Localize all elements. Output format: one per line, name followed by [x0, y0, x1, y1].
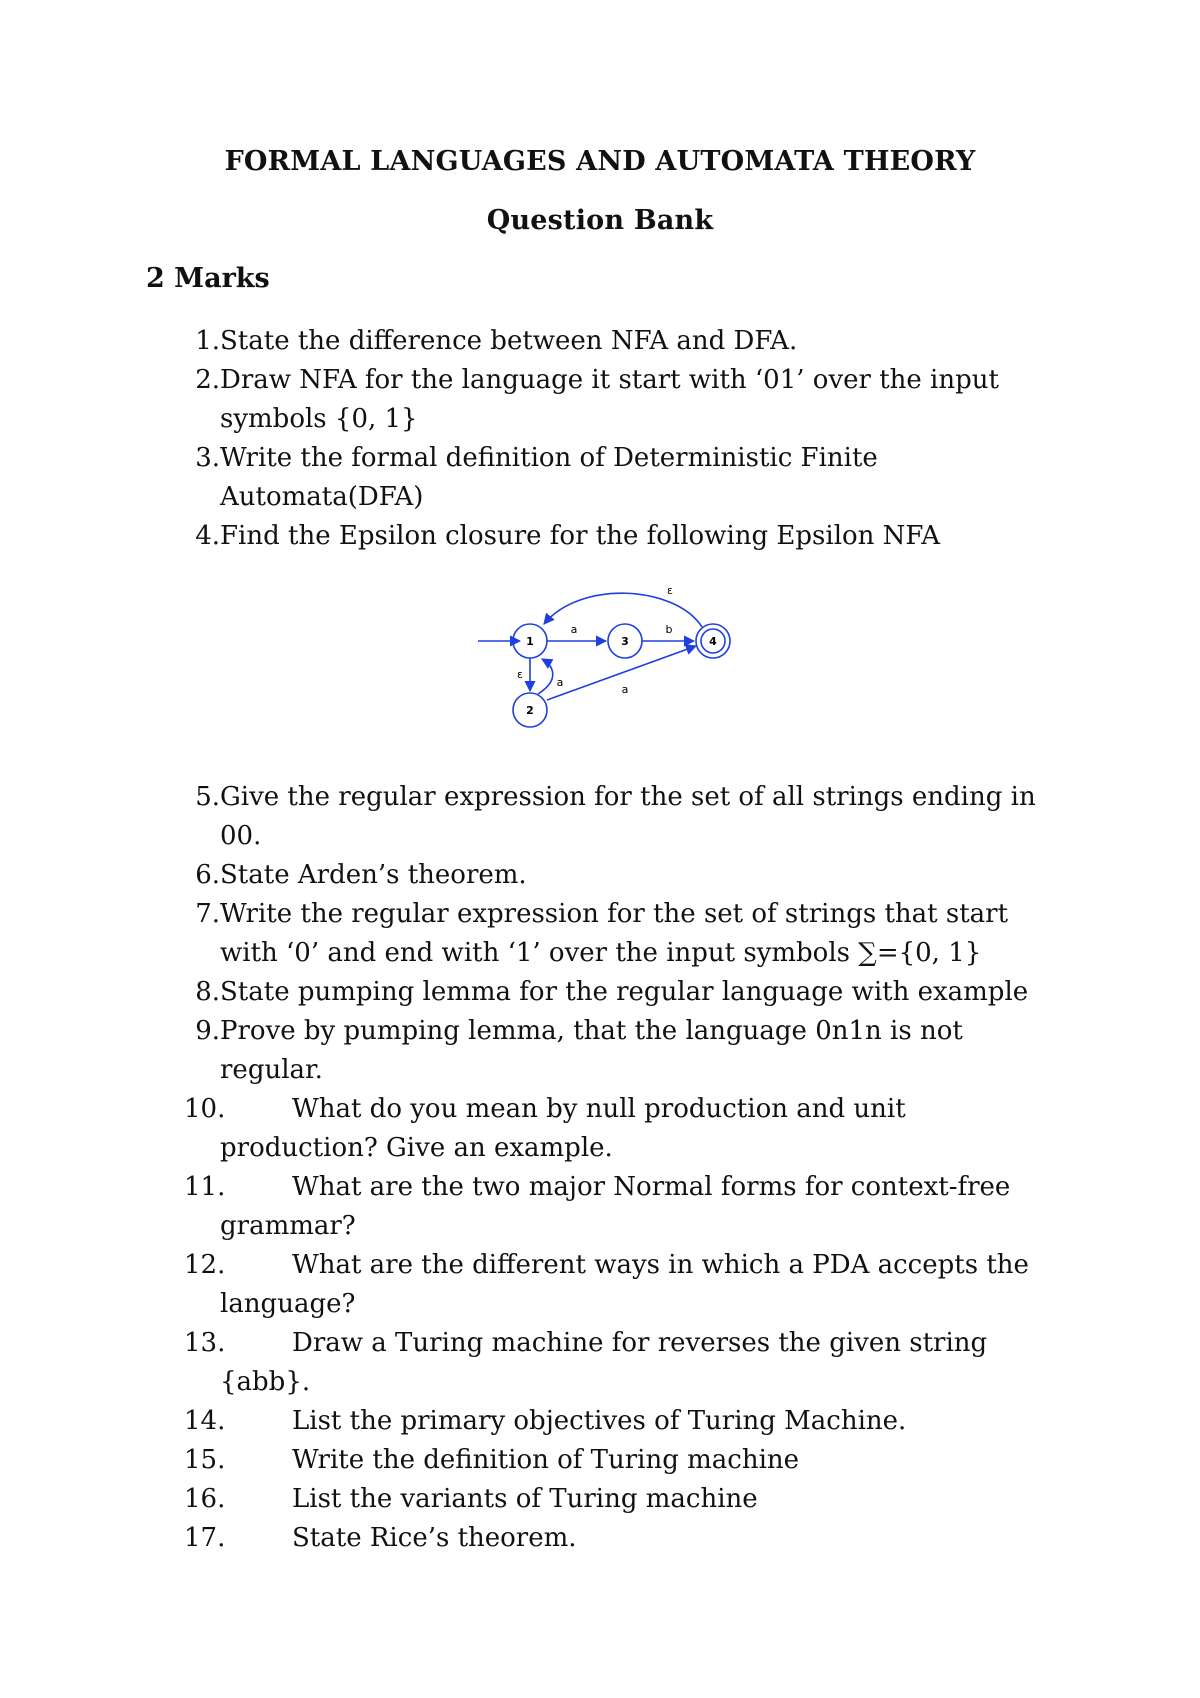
- state-label: 3: [621, 635, 629, 648]
- question-item: [0, 517, 1040, 556]
- question-item: [0, 856, 1040, 895]
- question-number: 3.: [195, 443, 220, 473]
- question-number: 12.: [184, 1250, 226, 1280]
- question-number: 16.: [184, 1484, 226, 1514]
- question-item: [0, 439, 1040, 517]
- question-text: What are the two major Normal forms for context-free grammar?: [220, 1172, 1011, 1241]
- question-text: What are the different ways in which a PDA accepts the language?: [220, 1250, 1029, 1319]
- question-number: 9.: [195, 1016, 220, 1046]
- transition-label: a: [621, 683, 629, 696]
- transition-label: a: [556, 676, 564, 689]
- question-text: State the difference between NFA and DFA.: [220, 326, 798, 356]
- transition-label: a: [570, 623, 578, 636]
- question-item: [0, 1012, 1040, 1090]
- question-number: 2.: [195, 365, 220, 395]
- question-item: [0, 778, 1040, 856]
- question-text: Find the Epsilon closure for the following Epsilon NFA: [220, 521, 940, 551]
- question-item: [0, 1519, 1040, 1558]
- question-number: 11.: [184, 1172, 226, 1202]
- question-item: [0, 1324, 1040, 1402]
- question-number: 10.: [184, 1094, 226, 1124]
- question-text: Give the regular expression for the set of all strings ending in 00.: [220, 782, 1036, 851]
- question-text: List the variants of Turing machine: [292, 1484, 758, 1514]
- document-title: FORMAL LANGUAGES AND AUTOMATA THEORY: [224, 146, 976, 177]
- question-text: Write the definition of Turing machine: [292, 1445, 800, 1475]
- question-text: Write the regular expression for the set of strings that start with ‘0’ and end with ‘1’ over the input symbols ∑={0, 1}: [220, 899, 1009, 968]
- question-list-part1: [0, 322, 1040, 556]
- question-item: [0, 895, 1040, 973]
- question-item: [0, 322, 1040, 361]
- question-number: 8.: [195, 977, 220, 1007]
- state-label: 4: [709, 635, 717, 648]
- question-text: What do you mean by null production and unit production? Give an example.: [220, 1094, 906, 1163]
- question-text: List the primary objectives of Turing Machine.: [292, 1406, 907, 1436]
- question-item: [0, 1402, 1040, 1441]
- question-text: State Arden’s theorem.: [220, 860, 527, 890]
- question-item: [0, 1168, 1040, 1246]
- document-subtitle: Question Bank: [486, 205, 714, 236]
- state-label: 2: [526, 704, 534, 717]
- transition-2-1: [538, 659, 553, 694]
- question-number: 7.: [195, 899, 220, 929]
- transition-label: ε: [517, 668, 523, 681]
- section-heading: 2 Marks: [146, 263, 270, 294]
- question-list-part2: [0, 778, 1040, 1558]
- question-item: [0, 973, 1040, 1012]
- transition-label: b: [665, 623, 673, 636]
- transition-4-1: [544, 593, 702, 627]
- question-text: Draw a Turing machine for reverses the given string {abb}.: [220, 1328, 988, 1397]
- epsilon-nfa-diagram: [470, 580, 740, 730]
- question-text: Draw NFA for the language it start with ‘01’ over the input symbols {0, 1}: [220, 365, 999, 434]
- question-number: 4.: [195, 521, 220, 551]
- question-text: Prove by pumping lemma, that the language 0n1n is not regular.: [220, 1016, 963, 1085]
- question-item: [0, 1441, 1040, 1480]
- state-label: 1: [526, 635, 534, 648]
- question-number: 1.: [195, 326, 220, 356]
- question-item: [0, 1090, 1040, 1168]
- transition-label: ε: [667, 584, 673, 597]
- question-number: 6.: [195, 860, 220, 890]
- question-number: 13.: [184, 1328, 226, 1358]
- question-item: [0, 1480, 1040, 1519]
- question-item: [0, 361, 1040, 439]
- question-number: 14.: [184, 1406, 226, 1436]
- question-text: Write the formal definition of Deterministic Finite Automata(DFA): [220, 443, 878, 512]
- question-number: 5.: [195, 782, 220, 812]
- question-text: State Rice’s theorem.: [292, 1523, 577, 1553]
- question-number: 17.: [184, 1523, 226, 1553]
- question-text: State pumping lemma for the regular language with example: [220, 977, 1029, 1007]
- question-number: 15.: [184, 1445, 226, 1475]
- question-item: [0, 1246, 1040, 1324]
